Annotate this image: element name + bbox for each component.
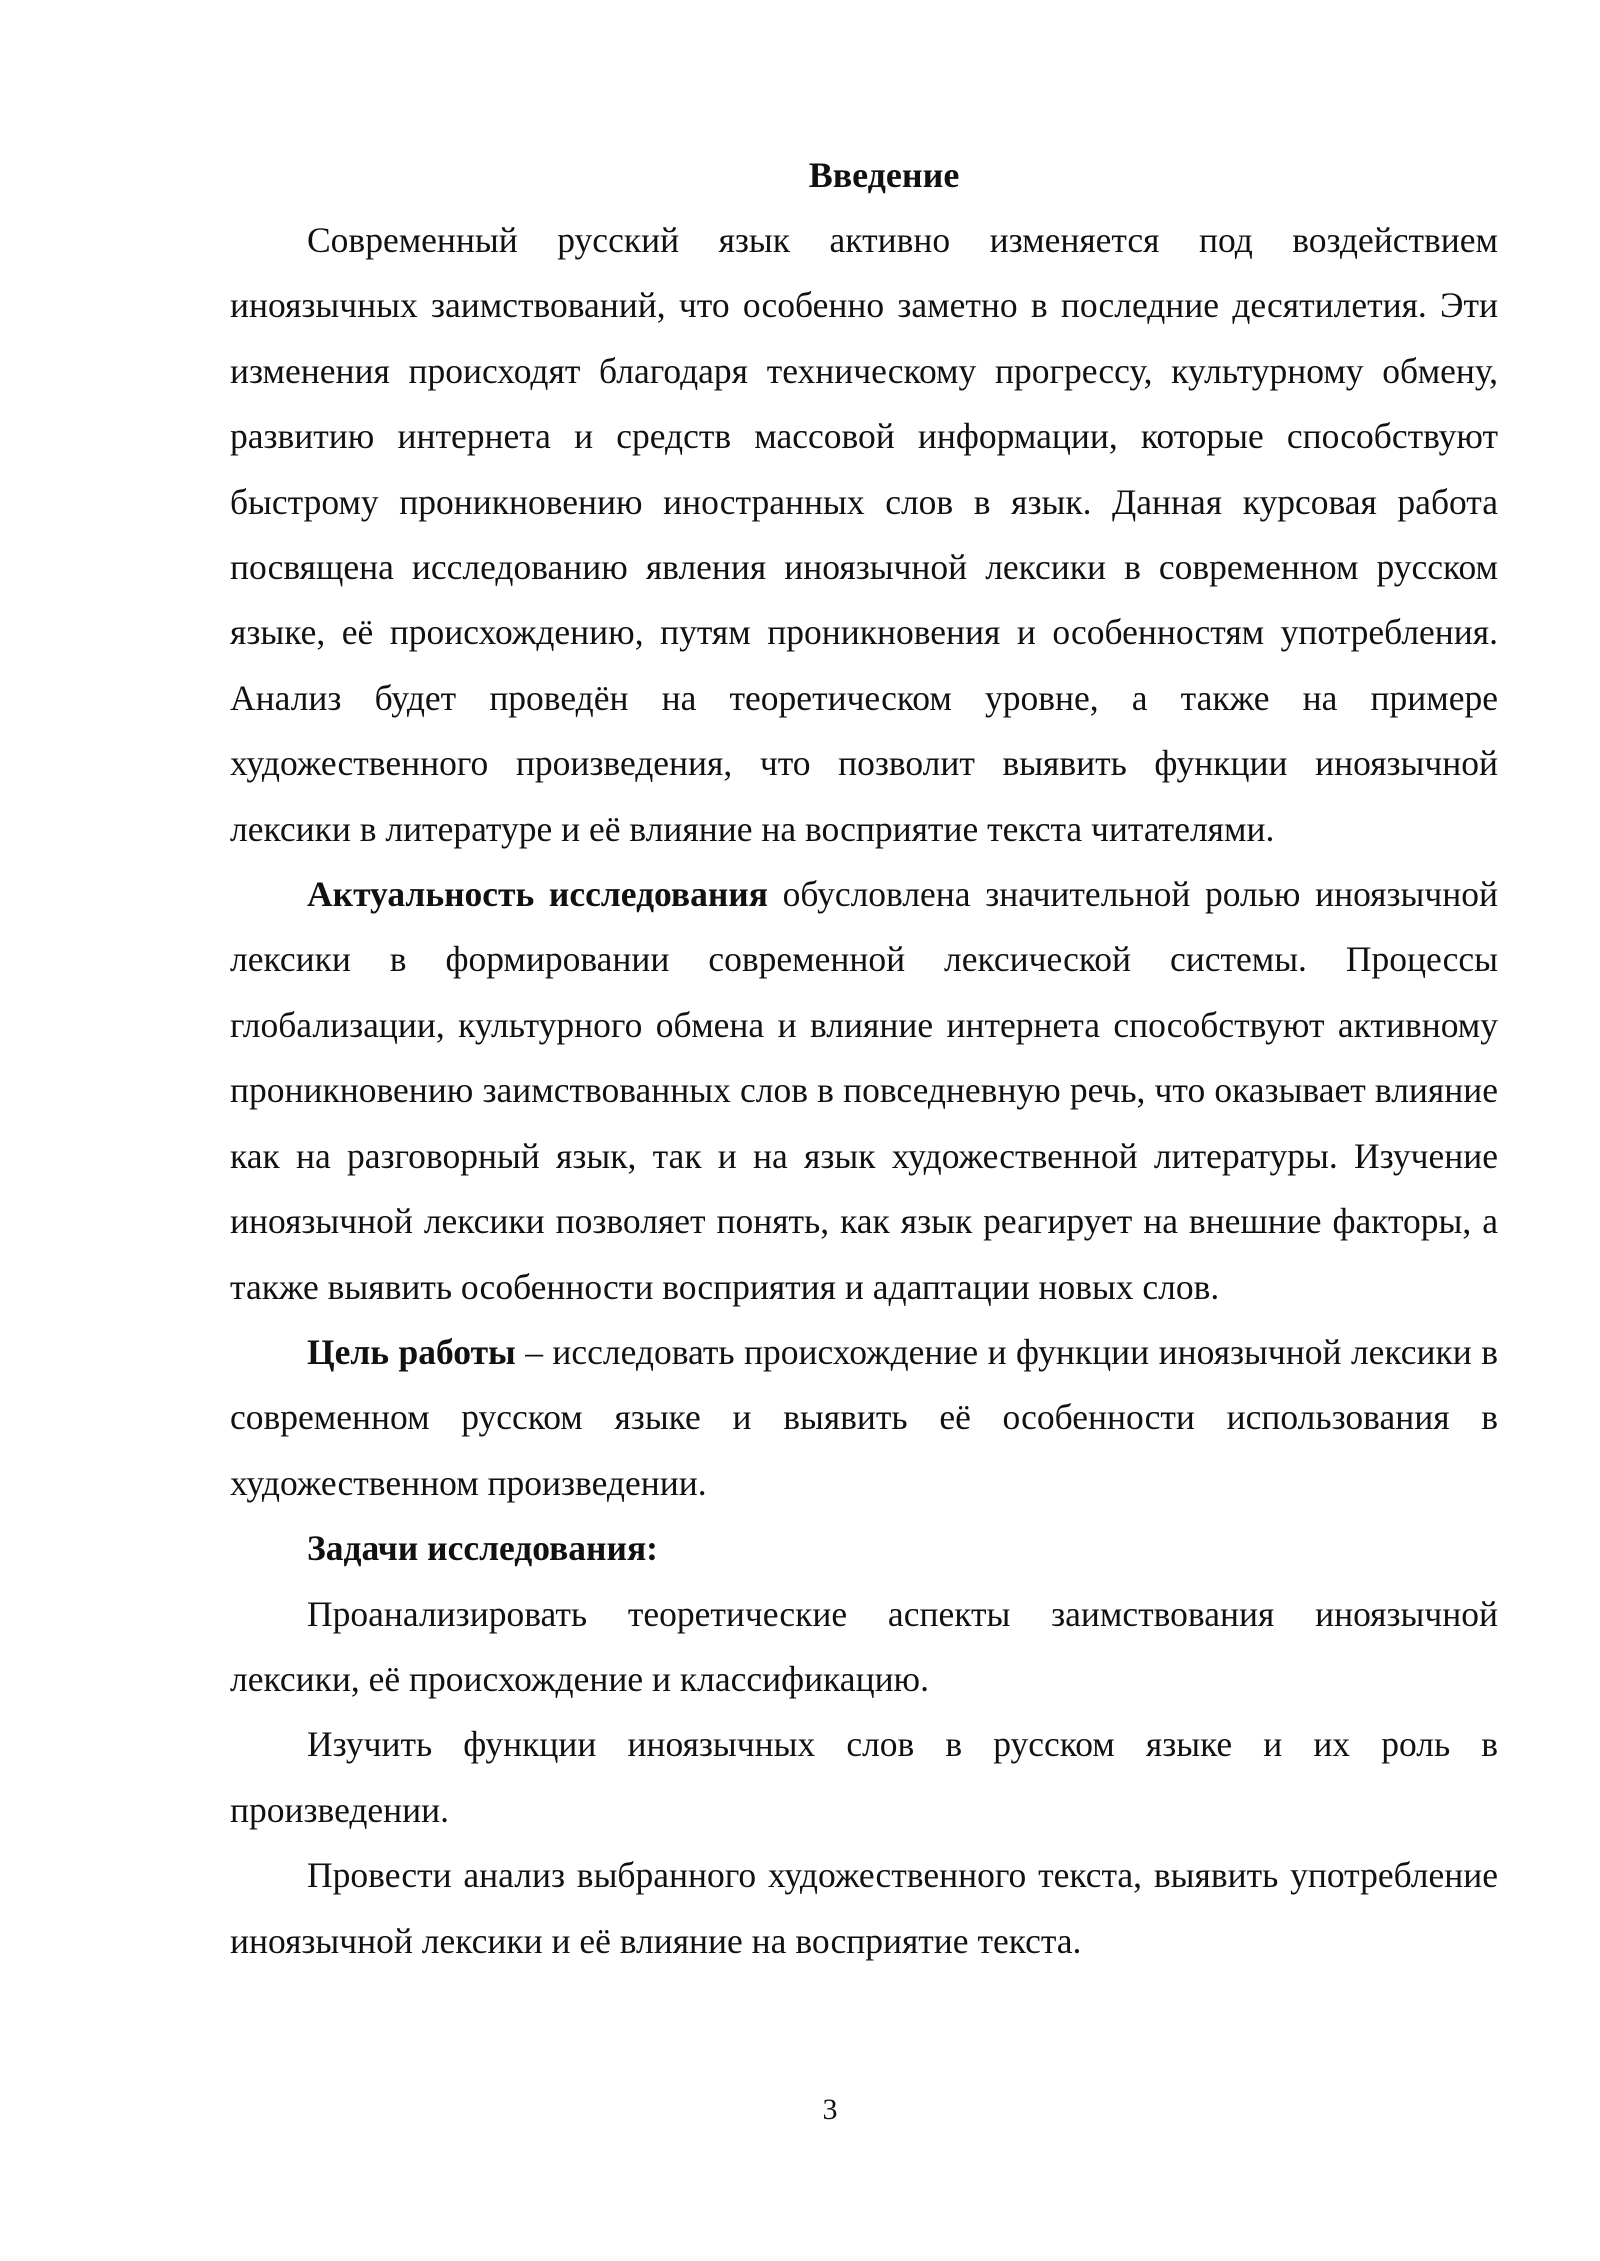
relevance-paragraph (230, 862, 1498, 1320)
page-number: 3 (822, 2093, 838, 2126)
goal-paragraph (230, 1320, 1498, 1516)
goal-lead: Цель работы (307, 1331, 516, 1372)
task-item: Изучить функции иноязычных слов в русском языке и их роль в произведении. (230, 1724, 1498, 1830)
tasks-heading: Задачи исследования: (307, 1528, 658, 1569)
section-heading: Введение (808, 155, 960, 195)
document-page (230, 150, 1498, 1974)
intro-paragraph: Современный русский язык активно изменяется под воздействием иноязычных заимствований, что особенно заметно в последние десятилетия. Эти изменения происходят благодаря техническому прогрессу, культурному обмену, развитию интернета и средств массовой информации, которые способствуют быстрому проникновению иностранных слов в язык. Данная курсовая работа посвящена исследованию явления иноязычной лексики в современном русском языке, её происхождению, путям проникновения и особенностям употребления. Анализ будет проведён на теоретическом уровне, а также на примере художественного произведения, что позволит выявить функции иноязычной лексики в литературе и её влияние на восприятие текста читателями. (230, 220, 1498, 849)
relevance-text: обусловлена значительной ролью иноязычной лексики в формировании современной лексической системы. Процессы глобализации, культурного обмена и влияние интернета способствуют активному проникновению заимствованных слов в повседневную речь, что оказывает влияние как на разговорный язык, так и на язык художественной литературы. Изучение иноязычной лексики позволяет понять, как язык реагирует на внешние факторы, а также выявить особенности восприятия и адаптации новых слов. (230, 874, 1498, 1307)
task-item: Проанализировать теоретические аспекты заимствования иноязычной лексики, её происхождение и классификацию. (230, 1593, 1498, 1699)
task-item: Провести анализ выбранного художественного текста, выявить употребление иноязычной лексики и её влияние на восприятие текста. (230, 1855, 1498, 1961)
relevance-lead: Актуальность исследования (307, 874, 768, 915)
goal-text: – исследовать происхождение и функции иноязычной лексики в современном русском языке и выявить её особенности использования в художественном произведении. (230, 1331, 1498, 1503)
